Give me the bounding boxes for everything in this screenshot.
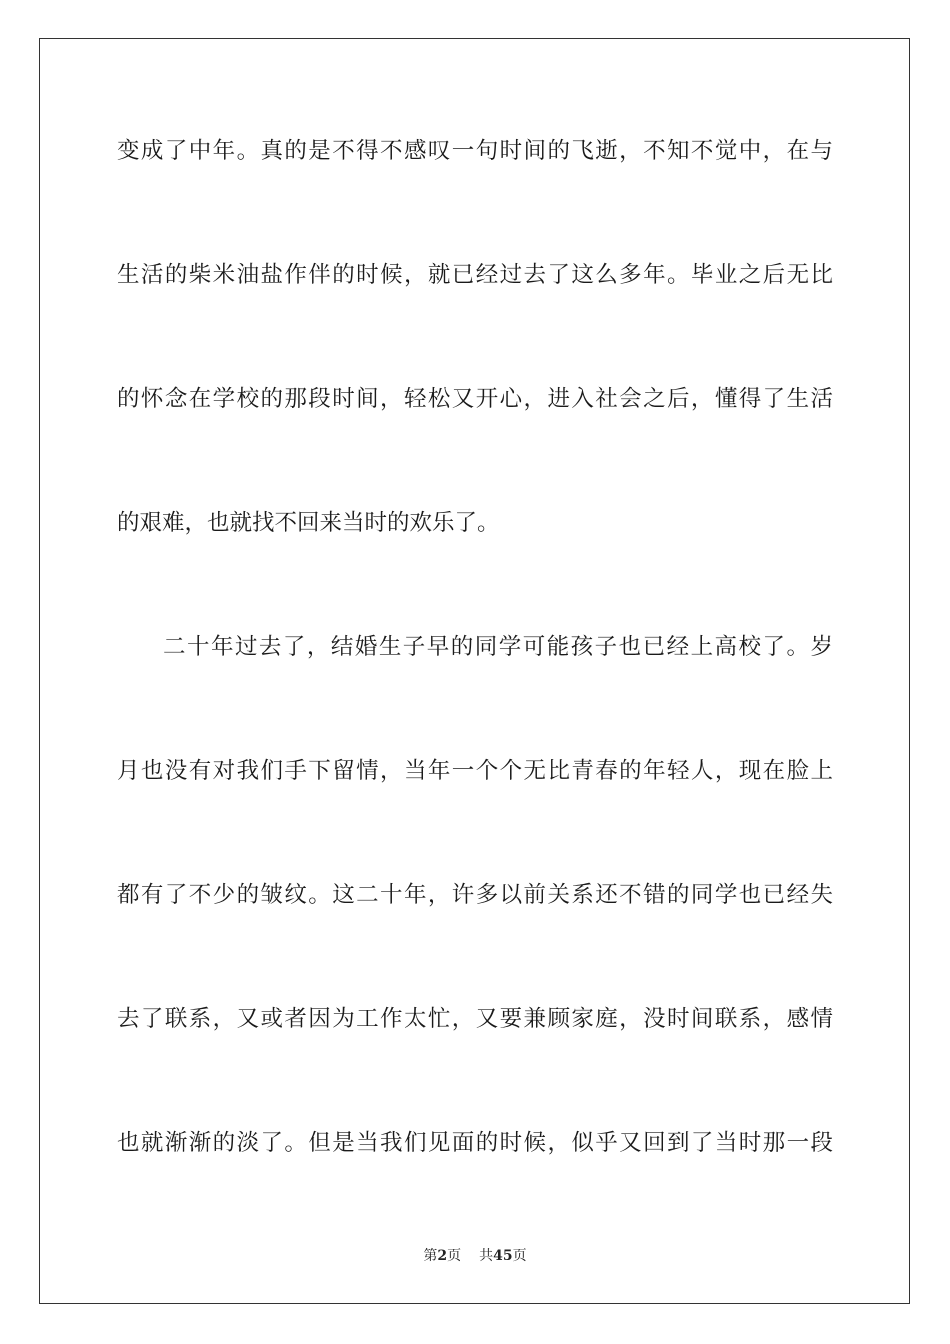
page-number: 2 [437,1248,448,1264]
text-line: 生活的柴米油盐作伴的时候，就已经过去了这么多年。毕业之后无比 [117,262,833,288]
page-border [39,38,910,1304]
total-prefix: 共 [479,1248,494,1264]
text-line: 的怀念在学校的那段时间，轻松又开心，进入社会之后，懂得了生活 [117,386,833,412]
text-line: 变成了中年。真的是不得不感叹一句时间的飞逝，不知不觉中，在与 [117,138,833,164]
total-suffix: 页 [512,1248,527,1264]
page-prefix: 第 [423,1248,438,1264]
page-suffix: 页 [447,1248,462,1264]
text-line: 去了联系，又或者因为工作太忙，又要兼顾家庭，没时间联系，感情 [117,1006,833,1032]
page-footer [0,1245,950,1265]
text-line: 都有了不少的皱纹。这二十年，许多以前关系还不错的同学也已经失 [117,882,833,908]
text-line: 二十年过去了，结婚生子早的同学可能孩子也已经上高校了。岁 [163,634,833,660]
total-pages: 45 [493,1248,513,1264]
text-line: 月也没有对我们手下留情，当年一个个无比青春的年轻人，现在脸上 [117,758,833,784]
text-line: 的艰难，也就找不回来当时的欢乐了。 [117,510,500,536]
text-line: 也就渐渐的淡了。但是当我们见面的时候，似乎又回到了当时那一段 [117,1130,833,1156]
